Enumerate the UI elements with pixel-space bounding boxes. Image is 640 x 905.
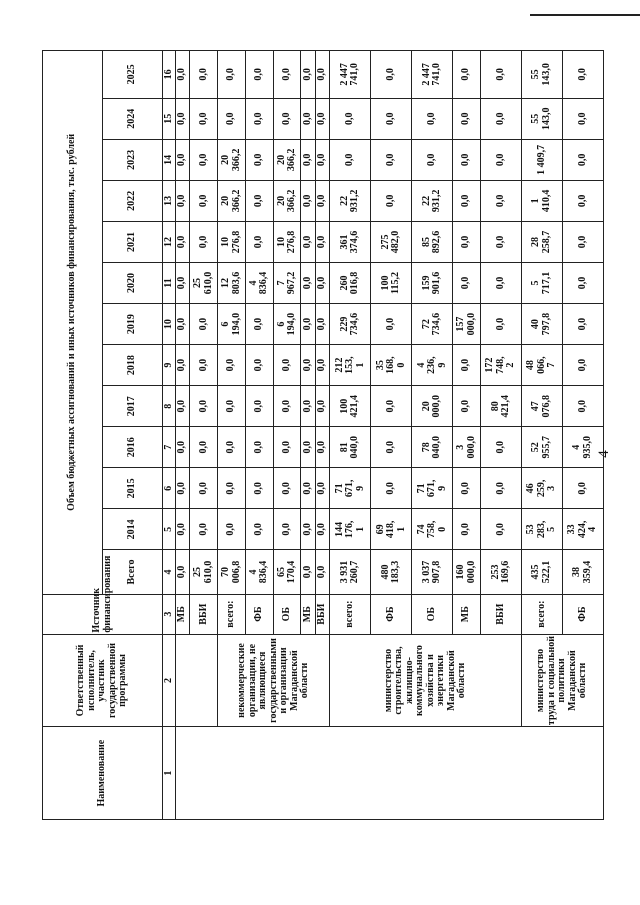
value-cell: 0,0 [190,509,218,550]
value-cell: 4 836,4 [245,550,273,594]
value-cell: 0,0 [371,427,412,468]
value-cell: 0,0 [481,139,522,180]
table-body [176,51,604,820]
value-cell: 0,0 [562,262,603,303]
value-cell: 0,0 [453,509,481,550]
value-cell: 0,0 [245,139,273,180]
value-cell: 0,0 [273,468,301,509]
value-cell: 0,0 [273,51,301,99]
value-cell: 20 366,2 [218,180,246,221]
value-cell: 0,0 [412,139,453,180]
value-cell: 0,0 [245,509,273,550]
value-cell: 0,0 [315,221,329,262]
value-cell: 10 276,8 [218,221,246,262]
value-cell: 0,0 [315,98,329,139]
value-cell: 0,0 [371,468,412,509]
header-name: Наименование [43,727,163,820]
value-cell: 0,0 [245,180,273,221]
header-year-2023: 2023 [103,139,163,180]
value-cell: 0,0 [453,386,481,427]
column-index: 6 [163,468,176,509]
page-number: 4 [596,450,612,458]
value-cell: 0,0 [218,98,246,139]
value-cell: 0,0 [562,139,603,180]
value-cell: 0,0 [190,221,218,262]
value-cell: 0,0 [176,509,190,550]
source-cell: МБ [453,594,481,634]
header-year-2016: 2016 [103,427,163,468]
value-cell: 0,0 [301,386,315,427]
value-cell: 0,0 [315,51,329,99]
value-cell: 0,0 [453,139,481,180]
value-cell: 69 418, 1 [371,509,412,550]
value-cell: 0,0 [301,51,315,99]
value-cell: 0,0 [273,98,301,139]
value-cell: 160 000,0 [453,550,481,594]
header-total: Всего [103,550,163,594]
value-cell: 0,0 [562,304,603,345]
table-row [176,51,190,820]
value-cell: 0,0 [218,468,246,509]
value-cell: 0,0 [481,427,522,468]
value-cell: 0,0 [190,51,218,99]
value-cell: 0,0 [218,51,246,99]
value-cell: 0,0 [371,98,412,139]
value-cell: 0,0 [315,262,329,303]
value-cell: 0,0 [301,180,315,221]
value-cell: 0,0 [481,509,522,550]
value-cell: 0,0 [412,98,453,139]
value-cell: 0,0 [176,139,190,180]
value-cell: 0,0 [190,304,218,345]
value-cell: 0,0 [245,221,273,262]
value-cell: 4 236, 9 [412,345,453,386]
value-cell: 0,0 [481,98,522,139]
value-cell: 28 258,7 [522,221,563,262]
executor-cell: министерство труда и социальной политики Магаданской области [522,634,604,727]
source-cell: ОБ [412,594,453,634]
value-cell: 0,0 [481,304,522,345]
value-cell: 229 734,6 [330,304,371,345]
header-year-2022: 2022 [103,180,163,221]
source-cell: ФБ [562,594,603,634]
column-index: 1 [163,727,176,820]
value-cell: 0,0 [453,468,481,509]
value-cell: 0,0 [218,427,246,468]
value-cell: 0,0 [371,51,412,99]
value-cell: 0,0 [481,262,522,303]
executor-cell: некоммерческие организации, не являющиеся государственными и организации Магаданской области [218,634,330,727]
value-cell: 253 169,6 [481,550,522,594]
value-cell: 0,0 [218,509,246,550]
value-cell: 0,0 [453,180,481,221]
value-cell: 80 421,4 [481,386,522,427]
value-cell: 65 170,4 [273,550,301,594]
column-index: 14 [163,139,176,180]
value-cell: 53 283, 5 [522,509,563,550]
value-cell: 0,0 [315,304,329,345]
source-cell: ФБ [371,594,412,634]
value-cell: 0,0 [481,180,522,221]
value-cell: 159 901,6 [412,262,453,303]
value-cell: 0,0 [453,262,481,303]
header-year-2014: 2014 [103,509,163,550]
value-cell: 0,0 [301,345,315,386]
header-executor: Ответственный исполнитель, участник государственной программы [43,634,163,727]
value-cell: 25 610,0 [190,550,218,594]
name-cell [176,727,604,820]
value-cell: 0,0 [273,345,301,386]
value-cell: 480 183,3 [371,550,412,594]
value-cell: 35 168, 0 [371,345,412,386]
column-index: 12 [163,221,176,262]
value-cell: 0,0 [301,262,315,303]
value-cell: 6 194,0 [218,304,246,345]
value-cell: 0,0 [301,509,315,550]
value-cell: 275 482,0 [371,221,412,262]
value-cell: 55 143,0 [522,51,563,99]
value-cell: 0,0 [301,98,315,139]
header-year-2017: 2017 [103,386,163,427]
value-cell: 81 040,0 [330,427,371,468]
value-cell: 260 016,8 [330,262,371,303]
value-cell: 74 758, 0 [412,509,453,550]
source-cell: ВБИ [190,594,218,634]
executor-cell [176,634,218,727]
column-index: 9 [163,345,176,386]
value-cell: 0,0 [315,509,329,550]
value-cell: 1 409,7 [522,139,563,180]
value-cell: 0,0 [176,550,190,594]
value-cell: 0,0 [176,51,190,99]
value-cell: 5 717,1 [522,262,563,303]
value-cell: 3 931 260,7 [330,550,371,594]
value-cell: 0,0 [371,386,412,427]
value-cell: 0,0 [481,51,522,99]
value-cell: 0,0 [176,180,190,221]
value-cell: 3 000,0 [453,427,481,468]
value-cell: 0,0 [245,427,273,468]
column-index: 2 [163,634,176,727]
value-cell: 0,0 [301,221,315,262]
header-year-2020: 2020 [103,262,163,303]
value-cell: 172 748, 2 [481,345,522,386]
source-cell: ВБИ [315,594,329,634]
value-cell: 0,0 [301,468,315,509]
column-index: 3 [163,594,176,634]
header-year-2018: 2018 [103,345,163,386]
value-cell: 0,0 [190,386,218,427]
value-cell: 157 000,0 [453,304,481,345]
value-cell: 0,0 [562,345,603,386]
value-cell: 46 259, 3 [522,468,563,509]
value-cell: 20 366,2 [273,180,301,221]
value-cell: 0,0 [176,468,190,509]
source-cell: всего: [330,594,371,634]
header-source: Источник финансирования [43,594,163,634]
column-index: 15 [163,98,176,139]
value-cell: 0,0 [190,98,218,139]
value-cell: 22 931,2 [330,180,371,221]
value-cell: 0,0 [315,180,329,221]
value-cell: 0,0 [315,550,329,594]
value-cell: 55 143,0 [522,98,563,139]
column-index: 5 [163,509,176,550]
header-year-2024: 2024 [103,98,163,139]
column-index: 8 [163,386,176,427]
value-cell: 0,0 [562,98,603,139]
value-cell: 0,0 [273,509,301,550]
value-cell: 0,0 [245,468,273,509]
value-cell: 0,0 [562,386,603,427]
source-cell: ВБИ [481,594,522,634]
value-cell: 0,0 [330,139,371,180]
value-cell: 52 955,7 [522,427,563,468]
value-cell: 0,0 [453,221,481,262]
value-cell: 4 836,4 [245,262,273,303]
value-cell: 0,0 [245,304,273,345]
value-cell: 0,0 [481,468,522,509]
value-cell: 0,0 [330,98,371,139]
column-index: 11 [163,262,176,303]
top-rule [530,14,640,16]
source-cell: всего: [218,594,246,634]
value-cell: 3 037 907,8 [412,550,453,594]
value-cell: 48 066, 7 [522,345,563,386]
value-cell: 10 276,8 [273,221,301,262]
value-cell: 0,0 [315,345,329,386]
column-index: 4 [163,550,176,594]
value-cell: 361 374,6 [330,221,371,262]
value-cell: 100 115,2 [371,262,412,303]
value-cell: 0,0 [176,427,190,468]
value-cell: 40 797,8 [522,304,563,345]
value-cell: 0,0 [453,51,481,99]
table-row [218,51,246,820]
value-cell: 0,0 [218,345,246,386]
value-cell: 0,0 [176,262,190,303]
value-cell: 2 447 741,0 [412,51,453,99]
column-index: 7 [163,427,176,468]
value-cell: 78 040,0 [412,427,453,468]
header-year-2019: 2019 [103,304,163,345]
value-cell: 0,0 [301,304,315,345]
value-cell: 33 424, 4 [562,509,603,550]
value-cell: 25 610,0 [190,262,218,303]
column-index: 16 [163,51,176,99]
value-cell: 71 671, 9 [412,468,453,509]
value-cell: 6 194,0 [273,304,301,345]
value-cell: 212 153, 1 [330,345,371,386]
value-cell: 0,0 [273,427,301,468]
value-cell: 0,0 [176,386,190,427]
table-row [522,51,563,820]
value-cell: 72 734,6 [412,304,453,345]
value-cell: 0,0 [176,98,190,139]
value-cell: 435 522,1 [522,550,563,594]
value-cell: 85 892,6 [412,221,453,262]
source-cell: МБ [301,594,315,634]
value-cell: 1 410,4 [522,180,563,221]
value-cell: 0,0 [190,468,218,509]
value-cell: 0,0 [371,139,412,180]
column-index: 10 [163,304,176,345]
value-cell: 0,0 [218,386,246,427]
value-cell: 0,0 [245,386,273,427]
value-cell: 0,0 [301,550,315,594]
value-cell: 20 000,0 [412,386,453,427]
header-year-2025: 2025 [103,51,163,99]
value-cell: 0,0 [176,304,190,345]
value-cell: 20 366,2 [273,139,301,180]
value-cell: 22 931,2 [412,180,453,221]
value-cell: 38 359,4 [562,550,603,594]
value-cell: 0,0 [562,51,603,99]
value-cell: 0,0 [190,139,218,180]
value-cell: 7 967,2 [273,262,301,303]
funding-table [42,50,604,820]
value-cell: 0,0 [562,221,603,262]
header-funding-title: Объем бюджетных ассигнований и иных источников финансирования, тыс. рублей [43,51,103,595]
value-cell: 0,0 [315,427,329,468]
value-cell: 20 366,2 [218,139,246,180]
value-cell: 0,0 [273,386,301,427]
value-cell: 0,0 [562,468,603,509]
value-cell: 0,0 [245,98,273,139]
value-cell: 0,0 [315,139,329,180]
value-cell: 0,0 [245,51,273,99]
value-cell: 0,0 [176,221,190,262]
value-cell: 0,0 [453,98,481,139]
source-cell: ФБ [245,594,273,634]
value-cell: 0,0 [315,386,329,427]
column-index: 13 [163,180,176,221]
table-row [330,51,371,820]
value-cell: 0,0 [176,345,190,386]
value-cell: 0,0 [371,180,412,221]
value-cell: 0,0 [190,180,218,221]
source-cell: всего: [522,594,563,634]
header-year-2015: 2015 [103,468,163,509]
header-year-2021: 2021 [103,221,163,262]
source-cell: МБ [176,594,190,634]
value-cell: 0,0 [453,345,481,386]
value-cell: 0,0 [301,139,315,180]
value-cell: 2 447 741,0 [330,51,371,99]
value-cell: 0,0 [315,468,329,509]
value-cell: 71 671, 9 [330,468,371,509]
source-cell: ОБ [273,594,301,634]
value-cell: 70 006,8 [218,550,246,594]
value-cell: 144 176, 1 [330,509,371,550]
value-cell: 100 421,4 [330,386,371,427]
value-cell: 47 076,8 [522,386,563,427]
value-cell: 4 935,0 [562,427,603,468]
value-cell: 0,0 [481,221,522,262]
rotated-table-container [42,50,604,820]
value-cell: 0,0 [245,345,273,386]
value-cell: 0,0 [190,427,218,468]
value-cell: 0,0 [562,180,603,221]
column-index-row [163,51,176,820]
executor-cell: министерство строительства, жилищно-коммунального хозяйства и энергетики Магаданской области [330,634,522,727]
value-cell: 12 803,6 [218,262,246,303]
value-cell: 0,0 [371,304,412,345]
value-cell: 0,0 [301,427,315,468]
value-cell: 0,0 [190,345,218,386]
